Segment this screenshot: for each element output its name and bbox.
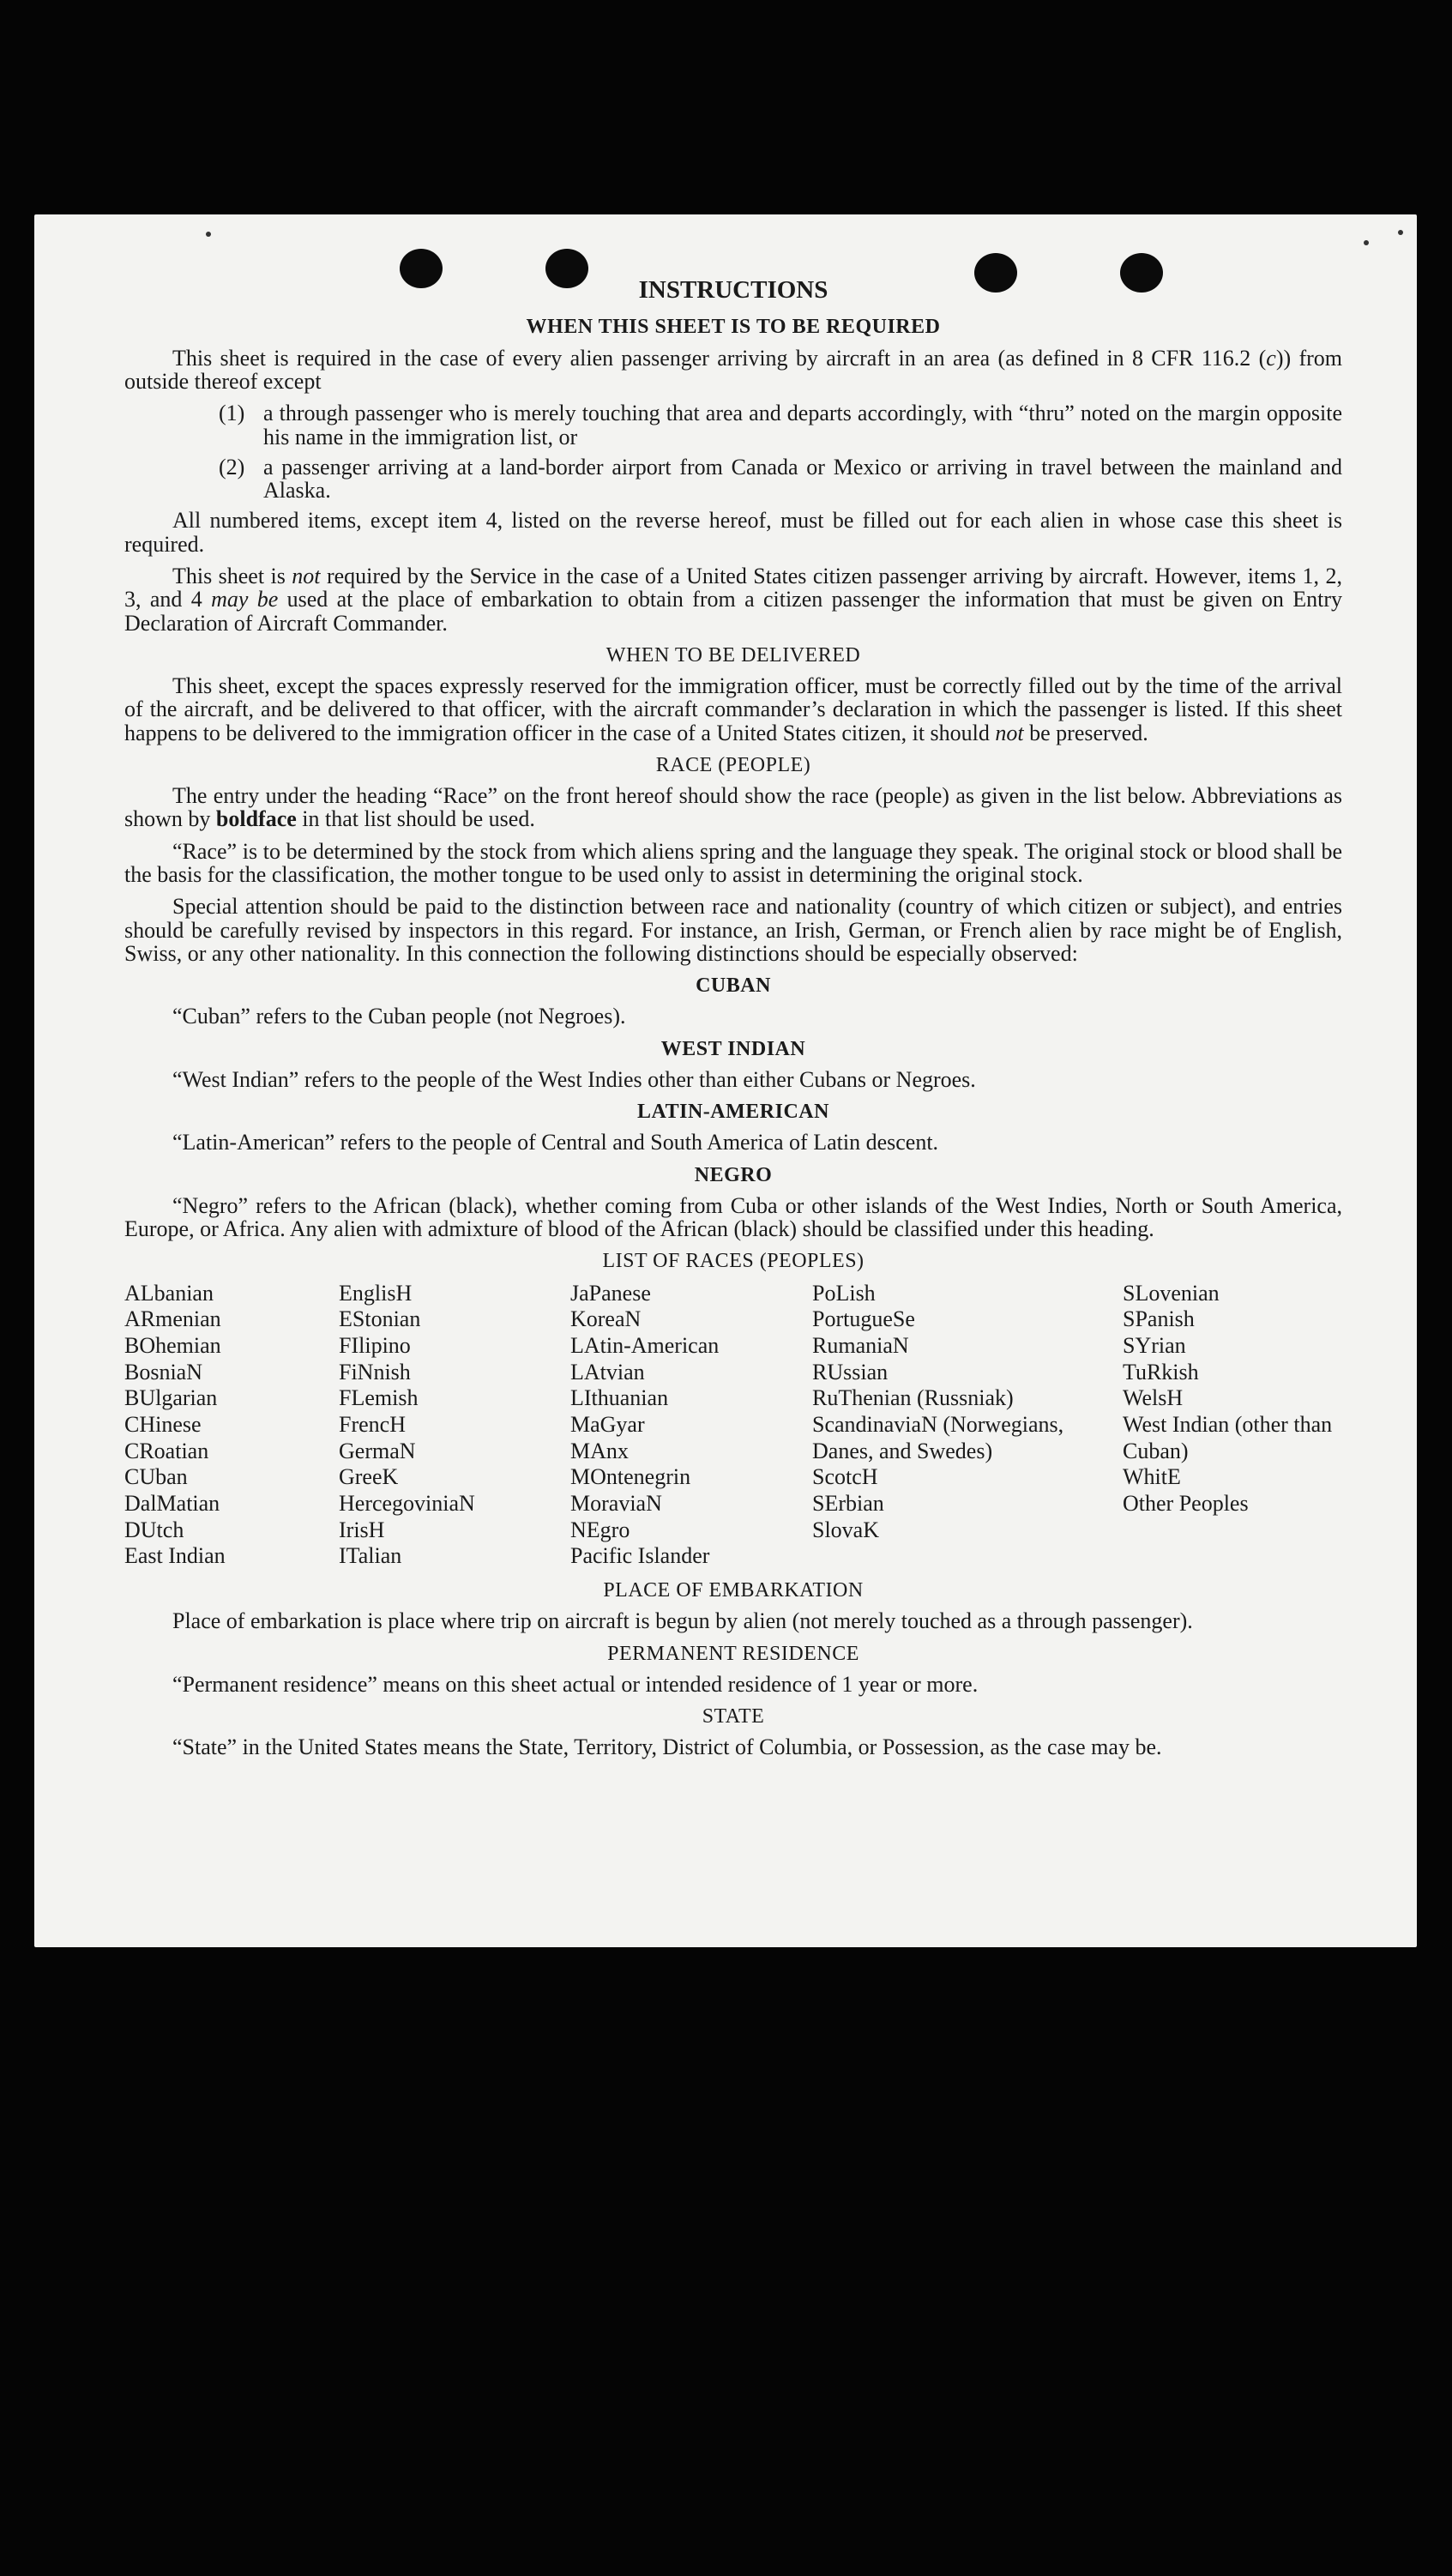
paragraph-west-indian: “West Indian” refers to the people of the West Indies other than either Cubans or Negroes. xyxy=(172,1066,976,1092)
race-entry: RuThenian (Russniak) xyxy=(812,1385,1014,1411)
race-entry: FiNnish xyxy=(339,1359,411,1385)
race-entry: MOntenegrin xyxy=(570,1464,691,1490)
race-entry: SYrian xyxy=(1123,1333,1186,1358)
section-heading-when-required: WHEN THIS SHEET IS TO BE REQUIRED xyxy=(526,316,941,339)
section-heading-residence: PERMANENT RESIDENCE xyxy=(607,1642,859,1665)
race-entry: HercegoviniaN xyxy=(339,1491,475,1517)
race-entry: DalMatian xyxy=(124,1491,220,1517)
exception-item: (1) a through passenger who is merely touching that area and departs accordingly, with “thru” noted on the margin opposite his name in the immigration list, or xyxy=(219,401,1342,449)
race-entry: RUssian xyxy=(812,1359,889,1385)
race-entry: MaGyar xyxy=(570,1412,645,1438)
race-entry: KoreaN xyxy=(570,1306,642,1332)
race-entry: ITalian xyxy=(339,1543,402,1569)
race-entry: GermaN xyxy=(339,1438,416,1463)
paragraph-race-stock: “Race” is to be determined by the stock from which aliens spring and the language they speak. The original stock or blood shall be the basis for the classification, the mother tongue to be used only to assist in determining the original stock. xyxy=(124,838,1342,888)
section-heading-races-list: LIST OF RACES (PEOPLES) xyxy=(602,1250,865,1273)
race-entry: EnglisH xyxy=(339,1280,413,1306)
paragraph-latin-american: “Latin-American” refers to the people of Central and South America of Latin descent. xyxy=(172,1130,939,1155)
race-entry: IrisH xyxy=(339,1517,385,1542)
race-entry: West Indian (other than Cuban) xyxy=(1123,1412,1333,1463)
race-entry: JaPanese xyxy=(570,1280,651,1306)
race-entry: WelsH xyxy=(1123,1385,1184,1411)
race-entry: DUtch xyxy=(124,1517,184,1542)
paragraph-embarkation: Place of embarkation is place where trip on aircraft is begun by alien (not merely touched as a through passenger). xyxy=(172,1608,1193,1634)
race-entry: SPanish xyxy=(1123,1306,1195,1332)
race-entry: SLovenian xyxy=(1123,1280,1220,1306)
race-entry: RumaniaN xyxy=(812,1333,909,1358)
race-entry: Other Peoples xyxy=(1123,1491,1249,1517)
race-entry: FrencH xyxy=(339,1412,406,1438)
race-entry: CUban xyxy=(124,1464,188,1490)
paragraph-numbered-items: All numbered items, except item 4, listed on the reverse hereof, must be filled out for each alien in whose case this sheet is required. xyxy=(124,508,1342,557)
race-entry: PoLish xyxy=(812,1280,876,1306)
section-heading-embarkation: PLACE OF EMBARKATION xyxy=(603,1579,864,1602)
exception-list xyxy=(124,401,1342,502)
section-heading-race: RACE (PEOPLE) xyxy=(655,753,811,776)
race-entry: CHinese xyxy=(124,1412,202,1438)
race-entry: BOhemian xyxy=(124,1333,221,1358)
races-column xyxy=(1123,1281,1342,1570)
page-title: INSTRUCTIONS xyxy=(638,276,828,304)
paragraph-cuban: “Cuban” refers to the Cuban people (not Negroes). xyxy=(172,1004,626,1029)
section-heading-state: STATE xyxy=(702,1705,765,1728)
speck-mark xyxy=(1364,240,1369,245)
race-entry: LIthuanian xyxy=(570,1385,669,1411)
race-entry: CRoatian xyxy=(124,1438,209,1463)
paragraph-required: This sheet is required in the case of every alien passenger arriving by aircraft in an area (as defined in 8 CFR 116.2 (c)) from outside thereof except xyxy=(124,345,1343,394)
race-entry: FIlipino xyxy=(339,1333,411,1358)
section-heading-west-indian: WEST INDIAN xyxy=(660,1037,806,1060)
race-entry: EStonian xyxy=(339,1306,421,1332)
race-entry: East Indian xyxy=(124,1543,226,1569)
race-entry: ALbanian xyxy=(124,1280,214,1306)
section-heading-cuban: CUBAN xyxy=(696,974,771,998)
race-entry: GreeK xyxy=(339,1464,399,1490)
race-entry: FLemish xyxy=(339,1385,419,1411)
document-body xyxy=(124,277,1342,1768)
document-page xyxy=(34,214,1417,1947)
paragraph-negro: “Negro” refers to the African (black), whether coming from Cuba or other islands of the West Indies, North or South America, Europe, or Africa. Any alien with admixture of blood of the African (black) should be classified under this heading. xyxy=(124,1192,1342,1242)
race-entry: MoraviaN xyxy=(570,1491,662,1517)
race-entry: SErbian xyxy=(812,1491,884,1517)
races-list xyxy=(124,1281,1342,1570)
race-entry: SlovaK xyxy=(812,1517,879,1542)
race-entry: WhitE xyxy=(1123,1464,1181,1490)
race-entry: ARmenian xyxy=(124,1306,221,1332)
races-column xyxy=(812,1281,1123,1570)
race-entry: LAtin-American xyxy=(570,1333,720,1358)
speck-mark xyxy=(206,232,211,237)
races-column xyxy=(124,1281,339,1570)
speck-mark xyxy=(1398,230,1403,235)
paragraph-race-entry: The entry under the heading “Race” on the front hereof should show the race (people) as given in the list below. Abbreviations as shown by boldface in that list should be used. xyxy=(124,783,1342,832)
races-column xyxy=(570,1281,812,1570)
race-entry: MAnx xyxy=(570,1438,629,1463)
section-heading-when-delivered: WHEN TO BE DELIVERED xyxy=(606,643,861,667)
section-heading-latin-american: LATIN-AMERICAN xyxy=(637,1101,829,1124)
paragraph-delivered: This sheet, except the spaces expressly reserved for the immigration officer, must be correctly filled out by the time of the arrival of the aircraft, and be delivered to that officer, with the aircraft commander’s declaration in which the passenger is listed. If this sheet happens to be delivered to the immigration officer in the case of a United States citizen, it should not be preserved. xyxy=(124,673,1342,745)
race-entry: ScotcH xyxy=(812,1464,878,1490)
race-entry: ScandinaviaN (Norwegians, Danes, and Swedes) xyxy=(812,1412,1064,1463)
races-column xyxy=(339,1281,570,1570)
paragraph-citizen: This sheet is not required by the Service in the case of a United States citizen passenger arriving by aircraft. However, items 1, 2, 3, and 4 may be used at the place of embarkation to obtain from a citizen passenger the information that must be given on Entry Declaration of Aircraft Commander. xyxy=(124,564,1342,636)
exception-item: (2) a passenger arriving at a land-border airport from Canada or Mexico or arriving in travel between the mainland and Alaska. xyxy=(219,454,1342,504)
race-entry: PortugueSe xyxy=(812,1306,915,1332)
paragraph-state: “State” in the United States means the State, Territory, District of Columbia, or Possession, as the case may be. xyxy=(172,1734,1162,1760)
race-entry: NEgro xyxy=(570,1517,630,1542)
race-entry: BosniaN xyxy=(124,1359,202,1385)
paragraph-race-nationality: Special attention should be paid to the distinction between race and nationality (country of which citizen or subject), and entries should be carefully revised by inspectors in this regard. For instance, an Irish, German, or French alien by race might be of English, Swiss, or any other nationality. In this connection the following distinctions should be especially observed: xyxy=(124,894,1342,966)
section-heading-negro: NEGRO xyxy=(694,1163,773,1186)
paragraph-residence: “Permanent residence” means on this sheet actual or intended residence of 1 year or more. xyxy=(172,1671,979,1697)
race-entry: BUlgarian xyxy=(124,1385,218,1411)
race-entry: TuRkish xyxy=(1123,1359,1199,1385)
race-entry: Pacific Islander xyxy=(570,1543,710,1569)
race-entry: LAtvian xyxy=(570,1359,645,1385)
